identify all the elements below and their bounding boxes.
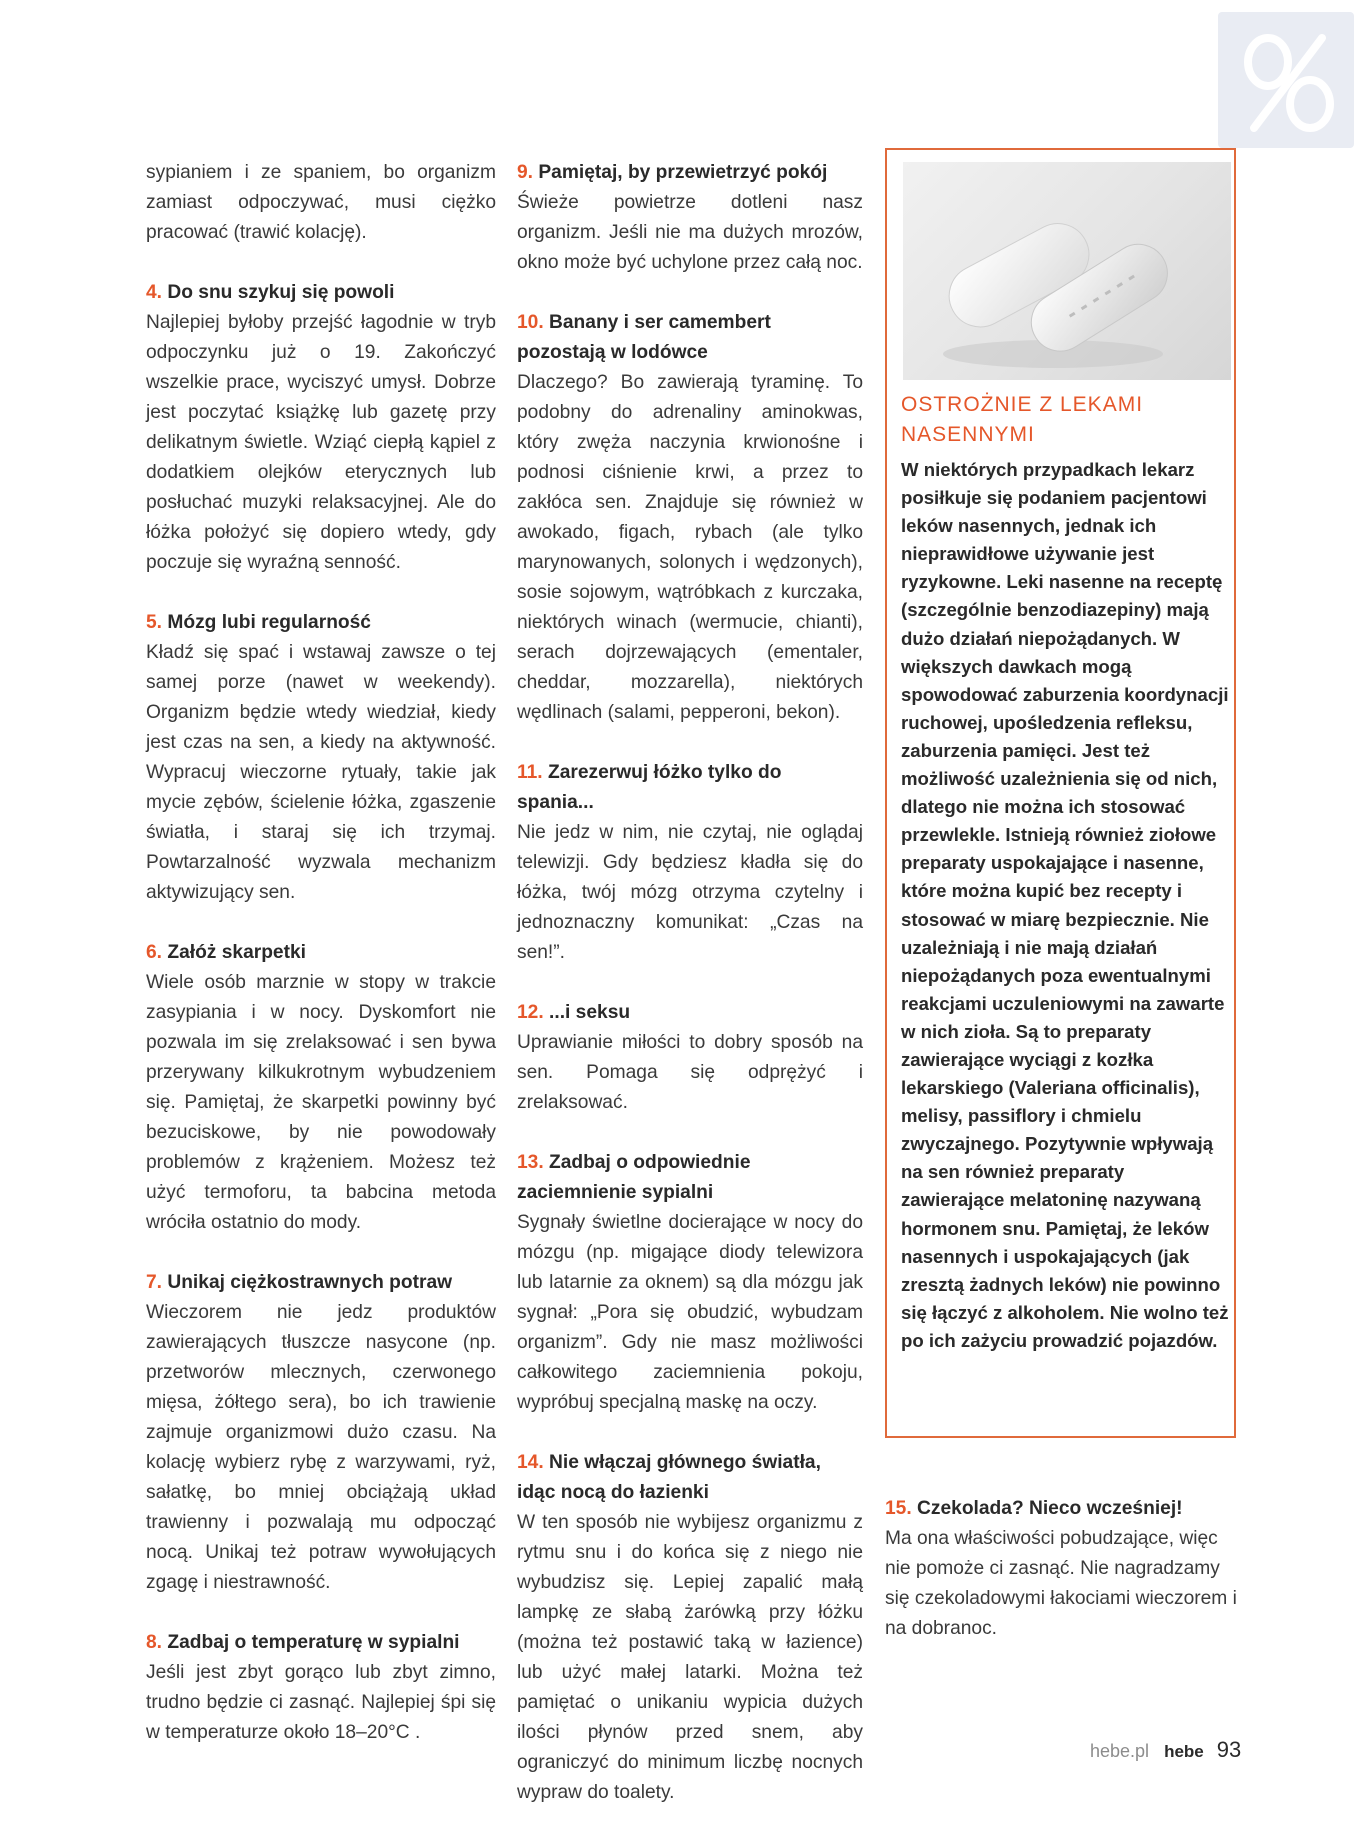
- tip-15: [885, 1494, 1241, 1644]
- sidebar-body: W niektórych przypadkach lekarz posiłkuje się podaniem pacjentowi leków nasennych, jednak ich nieprawidłowe używanie jest ryzykowne. Leki nasenne na receptę (szczególnie benzodiazepiny) mają dużo działań niepożądanych. W większych dawkach mogą spowodować zaburzenia koordynacji ruchowej, upośledzenia refleksu, zaburzenia pamięci. Jest też możliwość uzależnienia się od nich, dlatego nie można ich stosować przewlekle. Istnieją również ziołowe preparaty uspokajające i nasenne, które można kupić bez recepty i stosować w miarę bezpiecznie. Nie uzależniają i nie mają działań niepożądanych poza ewentualnymi reakcjami uczuleniowymi na zawarte w nich zioła. Są to preparaty zawierające wyciągi z kozłka lekarskiego (Valeriana officinalis), melisy, passiflory i chmielu zwyczajnego. Pozytywnie wpływają na sen również preparaty zawierające melatoninę nazywaną hormonem snu. Pamiętaj, że leków nasennych i uspokajających (jak zresztą żadnych leków) nie powinno się łączyć z alkoholem. Nie wolno też po ich zażyciu prowadzić pojazdów.: [901, 459, 1229, 1351]
- tip-title: Czekolada? Nieco wcześniej!: [917, 1498, 1183, 1519]
- percent-icon: [1218, 12, 1354, 148]
- tip-title: ...i seksu: [549, 1002, 631, 1023]
- tip-text: Kładź się spać i wstawaj zawsze o tej samej porze (nawet w weekendy). Organizm będzie wtedy wiedział, kiedy jest czas na sen, a kiedy na aktywność. Wypracuj wieczorne rytuały, takie jak mycie zębów, ścielenie łóżka, zgaszenie światła, i staraj się ich trzymaj. Powtarzalność wyzwala mechanizm aktywizujący sen.: [146, 642, 496, 903]
- tip-10: [517, 308, 863, 728]
- tip-title: Do snu szykuj się powoli: [167, 282, 395, 303]
- tip-heading: [517, 758, 863, 818]
- tip-text: Najlepiej byłoby przejść łagodnie w tryb odpoczynku już o 19. Zakończyć wszelkie prace, wyciszyć umysł. Dobrze jest poczytać książkę lub gazetę przy delikatnym świetle. Wziąć ciepłą kąpiel z dodatkiem olejków eterycznych lub posłuchać muzyki relaksacyjnej. Ale do łóżka położyć się dopiero wtedy, gdy poczuje się wyraźną senność.: [146, 312, 496, 573]
- tip-title: Mózg lubi regularność: [167, 612, 371, 633]
- tip-number: 15.: [885, 1498, 912, 1519]
- tip-14: [517, 1448, 863, 1808]
- percent-badge: [1218, 12, 1354, 148]
- tip-title: Zadbaj o odpowiednie zaciemnienie sypialni: [517, 1152, 751, 1203]
- tip-number: 12.: [517, 1002, 544, 1023]
- footer-brand: hebe: [1164, 1742, 1204, 1761]
- tip-text: W ten sposób nie wybijesz organizmu z rytmu snu i do końca się z niego nie wybudzisz się. Lepiej zapalić małą lampkę ze słabą żarówką przy łóżku (można też postawić taką w łazience) lub użyć małej latarki. Można też pamiętać o unikaniu wypicia dużych ilości płynów przed snem, aby ograniczyć do minimum liczbę nocnych wypraw do toalety.: [517, 1512, 863, 1803]
- tip-number: 8.: [146, 1632, 163, 1653]
- tip-4: [146, 278, 496, 578]
- tip-title: Zadbaj o temperaturę w sypialni: [167, 1632, 460, 1653]
- tip-heading: [885, 1494, 1241, 1524]
- tip-heading: [517, 998, 863, 1028]
- tip-text: Sygnały świetlne docierające w nocy do mózgu (np. migające diody telewizora lub latarnie za oknem) są dla mózgu jak sygnał: „Pora się obudzić, wybudzam organizm”. Gdy nie masz możliwości całkowitego zaciemnienia pokoju, wypróbuj specjalną maskę na oczy.: [517, 1212, 863, 1413]
- tip-number: 4.: [146, 282, 163, 303]
- tip-title: Załóż skarpetki: [167, 942, 306, 963]
- tip-text: Jeśli jest zbyt gorąco lub zbyt zimno, trudno będzie ci zasnąć. Najlepiej śpi się w temperaturze około 18–20°C .: [146, 1662, 496, 1743]
- tip-text: Nie jedz w nim, nie czytaj, nie oglądaj telewizji. Gdy będziesz kładła się do łóżka, twój mózg otrzyma czytelny i jednoznaczny komunikat: „Czas na sen!”.: [517, 822, 863, 963]
- tip-9: [517, 158, 863, 278]
- tip-number: 5.: [146, 612, 163, 633]
- column-left: [146, 158, 496, 1778]
- tip-number: 13.: [517, 1152, 544, 1173]
- tip-heading: [146, 1268, 496, 1298]
- intro-paragraph: [146, 158, 496, 248]
- tip-title: Nie włączaj głównego światła, idąc nocą do łazienki: [517, 1452, 821, 1503]
- footer-site: hebe.pl: [1090, 1741, 1150, 1761]
- page-footer: [1090, 1735, 1241, 1765]
- sidebar-heading: OSTROŻNIE Z LEKAMI NASENNYMI: [901, 393, 1144, 446]
- tip-heading: [517, 1148, 863, 1208]
- tip-heading: [517, 158, 863, 188]
- tip-heading: [517, 1448, 863, 1508]
- tip-heading: [146, 278, 496, 308]
- tip-13: [517, 1148, 863, 1418]
- tip-8: [146, 1628, 496, 1748]
- tip-number: 6.: [146, 942, 163, 963]
- column-middle: [517, 158, 863, 1838]
- tip-text: Wieczorem nie jedz produktów zawierających tłuszcze nasycone (np. przetworów mlecznych, czerwonego mięsa, żółtego sera), bo ich trawienie zajmuje organizmowi dużo czasu. Na kolację wybierz rybę z warzywami, ryż, sałatkę, bo mniej obciążają układ trawienny i pozwalają mu odpocząć nocą. Unikaj też potraw wywołujących zgagę i niestrawność.: [146, 1302, 496, 1593]
- tip-7: [146, 1268, 496, 1598]
- pills-photo: [903, 162, 1231, 380]
- tip-heading: [146, 1628, 496, 1658]
- sidebar-box: [885, 148, 1236, 1438]
- tip-number: 7.: [146, 1272, 163, 1293]
- tip-text: Świeże powietrze dotleni nasz organizm. Jeśli nie ma dużych mrozów, okno może być uchylone przez całą noc.: [517, 192, 863, 273]
- tip-heading: [146, 608, 496, 638]
- tip-6: [146, 938, 496, 1238]
- tip-text: Dlaczego? Bo zawierają tyraminę. To podobny do adrenaliny aminokwas, który zwęża naczynia krwionośne i podnosi ciśnienie krwi, a przez to zakłóca sen. Znajduje się również w awokado, figach, rybach (ale tylko marynowanych, solonych i wędzonych), sosie sojowym, wątróbkach z kurczaka, niektórych winach (wermucie, chianti), serach dojrzewających (ementaler, cheddar, mozzarella), niektórych wędlinach (salami, pepperoni, bekon).: [517, 372, 863, 723]
- tip-text: Wiele osób marznie w stopy w trakcie zasypiania i w nocy. Dyskomfort nie pozwala im się zrelaksować i sen bywa przerywany kilkukrotnym wybudzeniem się. Pamiętaj, że skarpetki powinny być bezuciskowe, by nie powodowały problemów z krążeniem. Możesz też użyć termoforu, ta babcina metoda wróciła ostatnio do mody.: [146, 972, 496, 1233]
- tip-5: [146, 608, 496, 908]
- tip-title: Banany i ser camembert pozostają w lodówce: [517, 312, 771, 363]
- pills-illustration: [903, 162, 1231, 380]
- page-number: 93: [1216, 1737, 1242, 1762]
- tip-text: Uprawianie miłości to dobry sposób na sen. Pomaga się odprężyć i zrelaksować.: [517, 1032, 863, 1113]
- tip-title: Pamiętaj, by przewietrzyć pokój: [538, 162, 828, 183]
- tip-number: 9.: [517, 162, 534, 183]
- tip-title: Zarezerwuj łóżko tylko do spania...: [517, 762, 782, 813]
- tip-12: [517, 998, 863, 1118]
- intro-text: sypianiem i ze spaniem, bo organizm zamiast odpoczywać, musi ciężko pracować (trawić kolację).: [146, 162, 496, 243]
- tip-heading: [517, 308, 863, 368]
- tip-title: Unikaj ciężkostrawnych potraw: [167, 1272, 453, 1293]
- tip-text: Ma ona właściwości pobudzające, więc nie pomoże ci zasnąć. Nie nagradzamy się czekoladowymi łakociami wieczorem i na dobranoc.: [885, 1528, 1237, 1639]
- tip-number: 14.: [517, 1452, 544, 1473]
- tip-number: 11.: [517, 762, 543, 783]
- tip-11: [517, 758, 863, 968]
- tip-number: 10.: [517, 312, 544, 333]
- tip-heading: [146, 938, 496, 968]
